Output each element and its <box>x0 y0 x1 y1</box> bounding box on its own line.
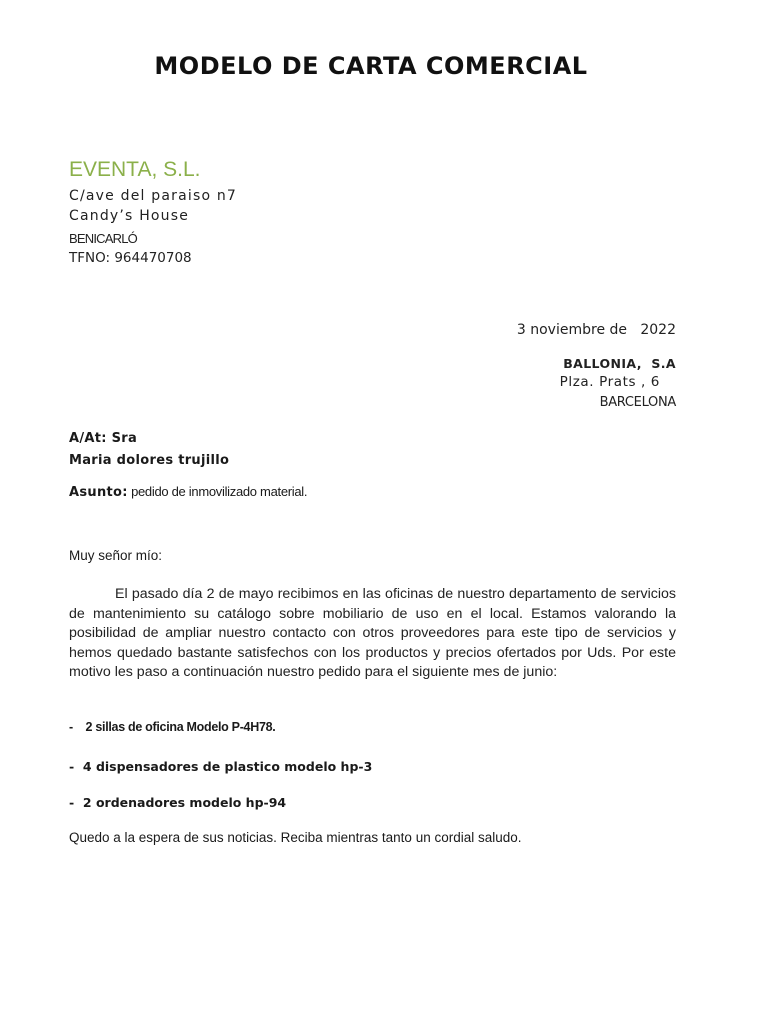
subject-line <box>69 484 307 500</box>
order-item: - 2 ordenadores modelo hp-94 <box>69 795 287 810</box>
recipient-name: BALLONIA, S.A <box>563 356 676 371</box>
attention-person: Maria dolores trujillo <box>69 453 230 468</box>
sender-address-line2: Candy’s House <box>69 208 190 224</box>
subject-value: pedido de inmovilizado material. <box>127 484 308 499</box>
subject-label: Asunto: <box>69 485 128 500</box>
document-title: MODELO DE CARTA COMERCIAL <box>154 52 588 80</box>
attention-line: A/At: Sra <box>69 431 138 446</box>
sender-city: BENICARLÓ <box>69 231 137 246</box>
letter-date: 3 noviembre de 2022 <box>516 322 676 338</box>
recipient-street: Plza. Prats , 6 <box>559 374 660 390</box>
order-item: - 2 sillas de oficina Modelo P-4H78. <box>69 720 276 734</box>
greeting: Muy señor mío: <box>69 548 163 563</box>
recipient-city: BARCELONA <box>599 395 676 410</box>
sender-address-line1: C/ave del paraiso n7 <box>69 188 238 204</box>
sender-company-name: EVENTA, S.L. <box>69 158 201 181</box>
closing-line: Quedo a la espera de sus noticias. Reciba mientras tanto un cordial saludo. <box>69 830 522 845</box>
sender-phone: TFNO: 964470708 <box>69 250 192 266</box>
body-paragraph: El pasado día 2 de mayo recibimos en las oficinas de nuestro departamento de servicios de mantenimiento su catálogo sobre mobiliario de uso en el local. Estamos valorando la posibilidad de ampliar nuestro contacto con otros proveedores para este tipo de servicios y hemos quedado bastante satisfechos con los productos y precios ofertados por Uds. Por este motivo les paso a continuación nuestro pedido para el siguiente mes de junio: <box>69 586 676 680</box>
order-item: - 4 dispensadores de plastico modelo hp-3 <box>69 759 373 774</box>
